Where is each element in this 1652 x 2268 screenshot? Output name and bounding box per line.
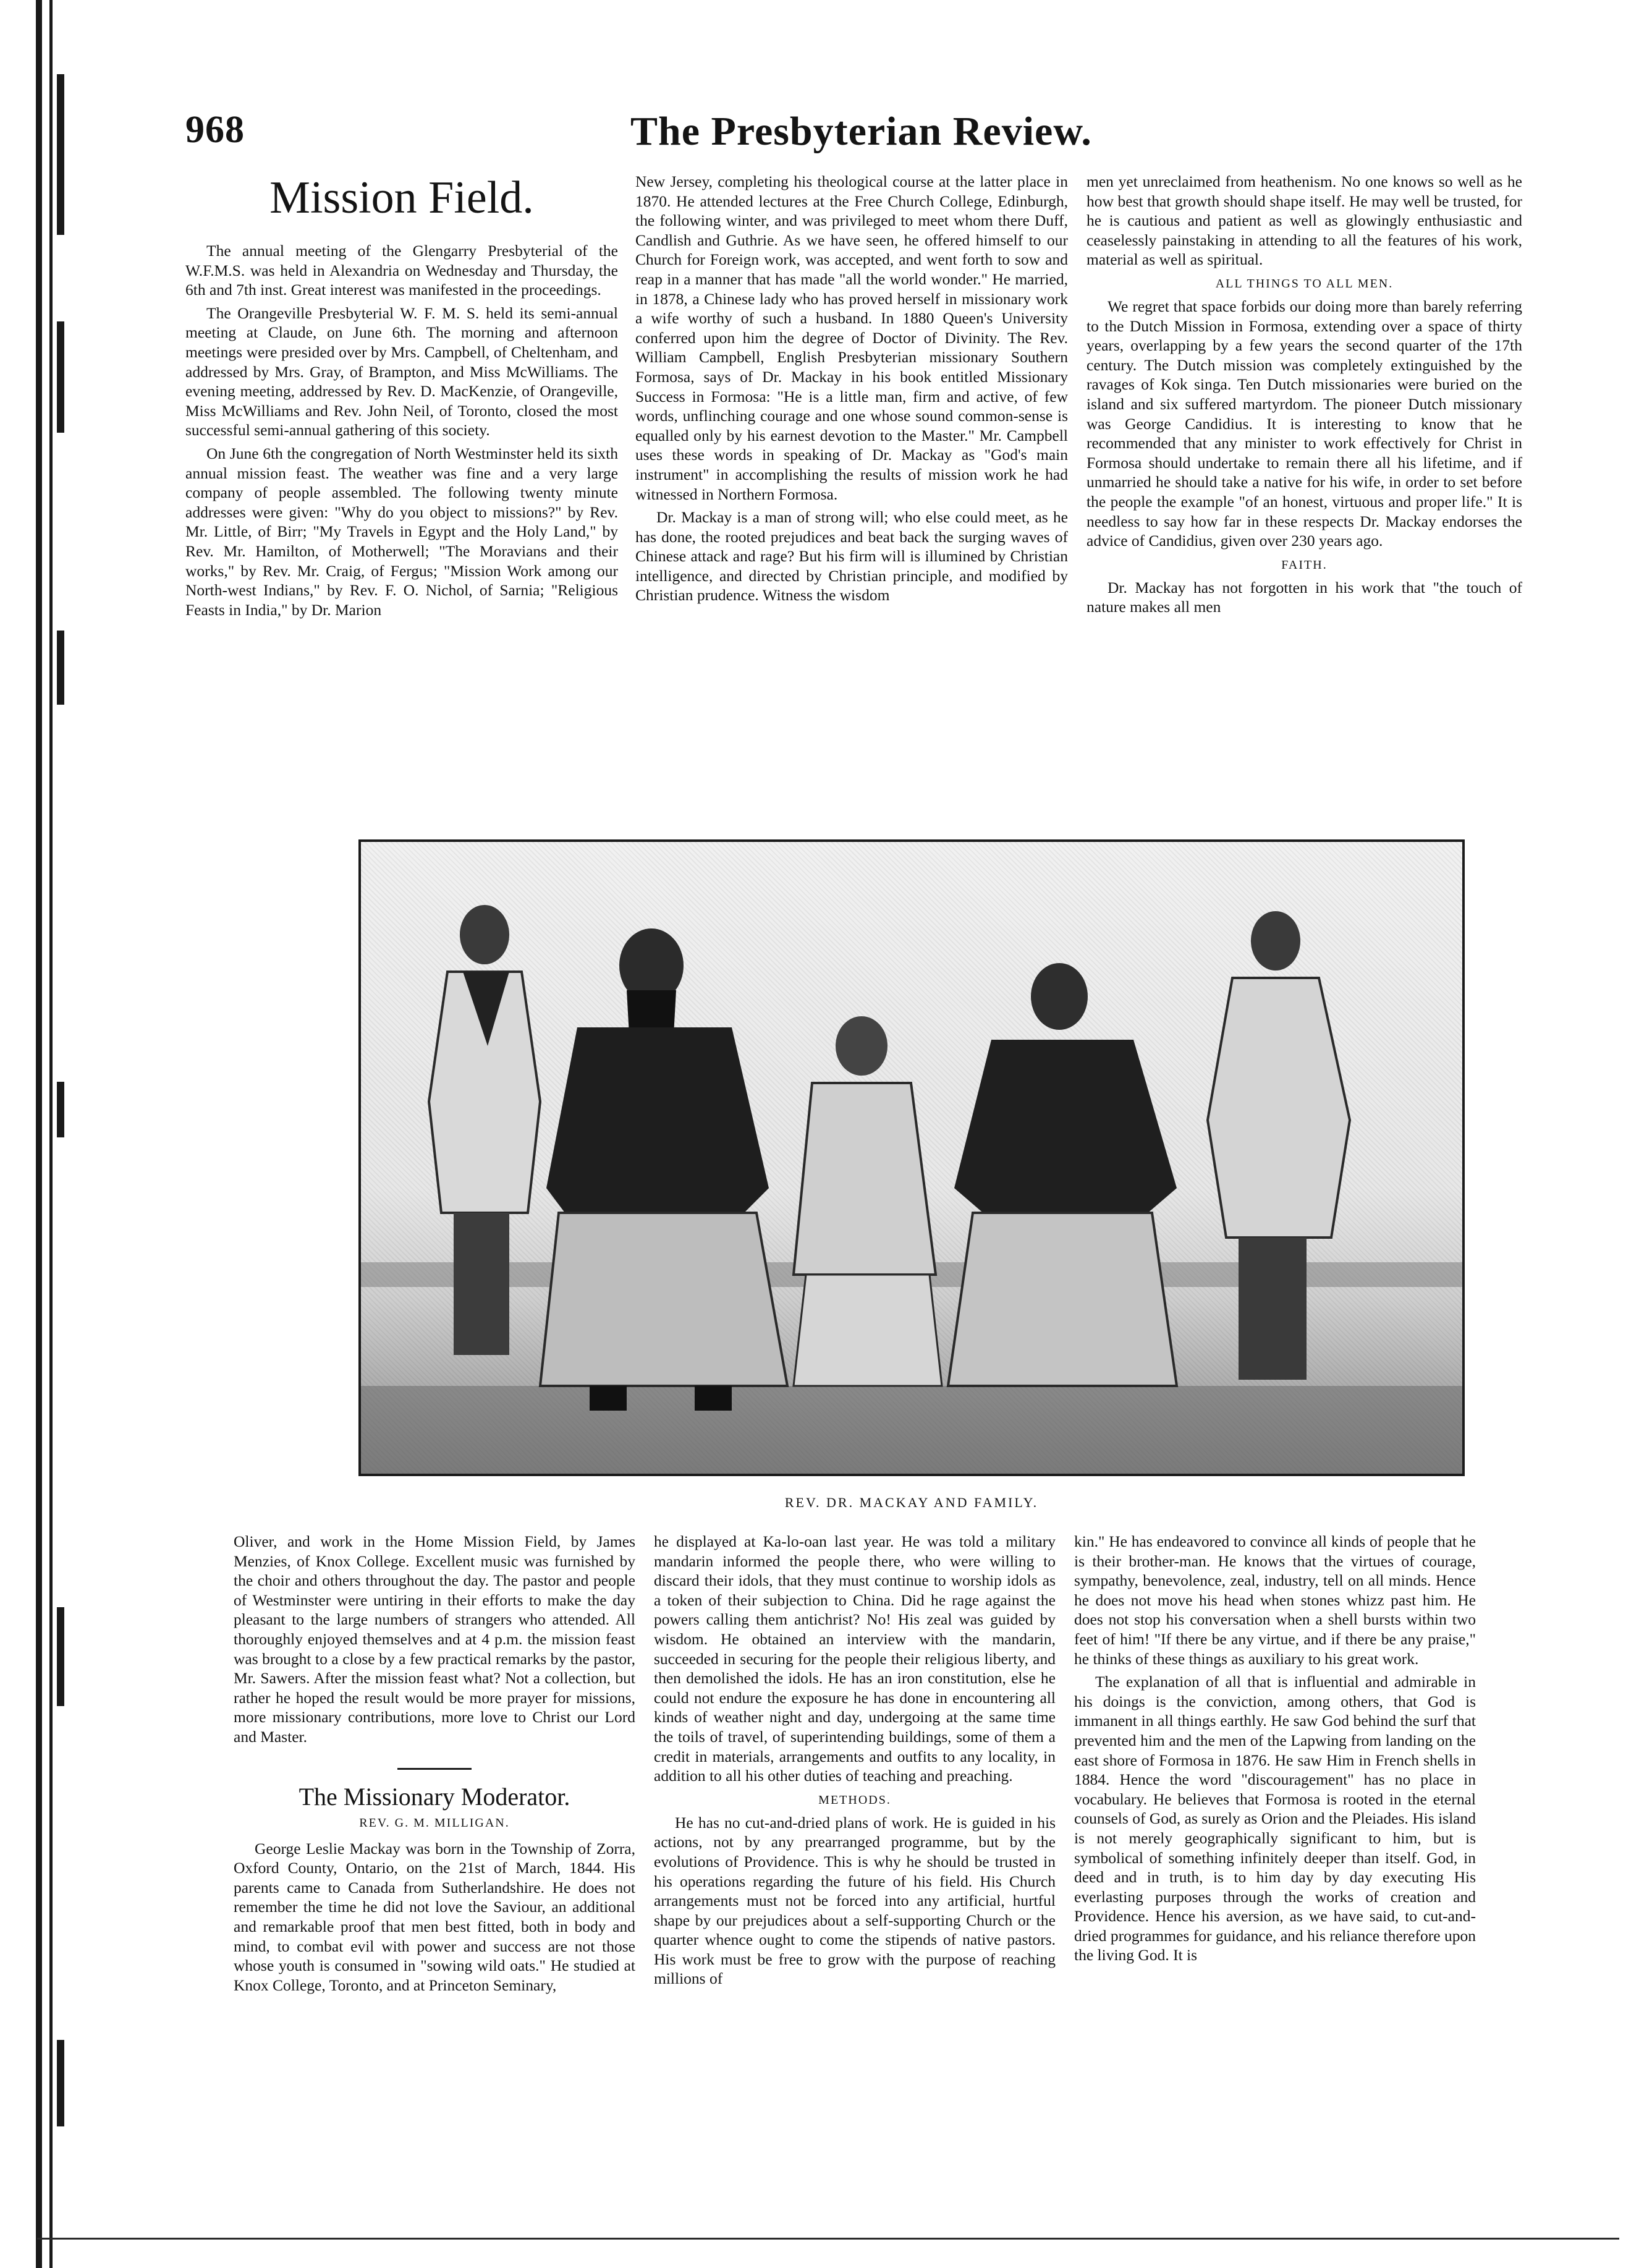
- binding-mark: [57, 74, 64, 235]
- column-5: [654, 1532, 1056, 1992]
- section-divider: [397, 1768, 472, 1770]
- column-3: [1087, 172, 1522, 621]
- paragraph: Dr. Mackay has not forgotten in his work that "the touch of nature makes all men: [1087, 578, 1522, 616]
- column-1: [185, 168, 618, 623]
- paragraph: He has no cut-and-dried plans of work. He is guided in his actions, not by any prearranged programme, but by the evolutions of Providence. This is why he should be trusted in his operations regarding the future of his field. His Church arrangements must not be forced into any artificial, hurtful shape by our prejudices about a self-supporting Church or the quarter whence ought to come the stipends of native pastors. His work must be free to grow with the purpose of reaching millions of: [654, 1813, 1056, 1988]
- photo-figure: [948, 963, 1177, 1386]
- photo-caption: REV. DR. MACKAY AND FAMILY.: [784, 1495, 1039, 1510]
- paragraph: he displayed at Ka-lo-oan last year. He was told a military mandarin informed the people there, who were willing to discard their idols, that they must continue to worship idols as a token of their subjection to China. Did he rage against the powers calling them antichrist? No! His zeal was guided by wisdom. He obtained an interview with the mandarin, succeeded in securing for the people their religious liberty, and then demolished the idols. He has an iron constitution, else he could not endure the exposure he has done in encountering all kinds of weather night and day, undergoing at the same time the toils of travel, of superintending buildings, some of them a credit in materials, arrangements and outfits to any locality, in addition to all his other duties of teaching and preaching.: [654, 1532, 1056, 1785]
- column-2: [635, 172, 1068, 609]
- paragraph: The Orangeville Presbyterial W. F. M. S. held its semi-annual meeting at Claude, on June 6th. The morning and afternoon meetings were presided over by Mrs. Campbell, of Cheltenham, and addressed by Mrs. Gray, of Brampton, and Miss McWilliams. The evening meeting, addressed by Rev. D. MacKenzie, of Orangeville, Miss McWilliams and Rev. John Neil, of Toronto, closed the most successful semi-annual gathering of this society.: [185, 304, 618, 440]
- photograph-figures: [361, 842, 1462, 1474]
- paragraph: On June 6th the congregation of North Westminster held its sixth annual mission feast. The weather was fine and a very large company of people assembled. The following twenty minute addresses were given: "Why do you object to missions?" by Rev. Mr. Little, of Birr; "My Travels in Egypt and the Holy Land," by Rev. Mr. Hamilton, of Motherwell; "The Moravians and their works," by Rev. Mr. Craig, of Fergus; "Mission Work among our North-west Indians," by Rev. F. O. Nichol, of Sarnia; "Religious Feasts in India," by Dr. Marion: [185, 444, 618, 619]
- paragraph: Dr. Mackay is a man of strong will; who else could meet, as he has done, the rooted prejudices and beat back the surging waves of Chinese attack and rage? But his firm will is illumined by Christian intelligence, and directed by Christian principle, and modified by Christian prudence. Witness the wisdom: [635, 508, 1068, 605]
- binding-edge: [36, 0, 42, 2268]
- section-heading: METHODS.: [818, 1793, 891, 1807]
- journal-title: The Presbyterian Review.: [630, 109, 1092, 154]
- binding-mark: [57, 2040, 64, 2126]
- paragraph: The annual meeting of the Glengarry Presbyterial of the W.F.M.S. was held in Alexandria on Wednesday and Thursday, the 6th and 7th inst. Great interest was manifested in the proceedings.: [185, 242, 618, 299]
- photo-figure: [794, 1016, 942, 1386]
- article-author: REV. G. M. MILLIGAN.: [359, 1816, 510, 1830]
- photo-figure: [429, 905, 540, 1355]
- running-head: [185, 108, 1539, 164]
- binding-edge-inner: [49, 0, 53, 2268]
- photo-figure: [1208, 911, 1350, 1380]
- binding-mark: [57, 321, 64, 433]
- binding-mark: [57, 1607, 64, 1706]
- section-heading: FAITH.: [1281, 558, 1328, 572]
- bottom-edge: [37, 2238, 1619, 2240]
- paragraph: George Leslie Mackay was born in the Township of Zorra, Oxford County, Ontario, on the 21st of March, 1844. His parents came to Canada from Sutherlandshire. He does not remember the time he did not love the Saviour, an additional and remarkable proof that men best fitted, both in body and mind, to combat evil with power and success are not those whose youth is consumed in "sowing wild oats." He studied at Knox College, Toronto, and at Princeton Seminary,: [234, 1839, 635, 1994]
- column-4: [234, 1532, 635, 1998]
- binding-mark: [57, 1082, 64, 1137]
- paragraph: We regret that space forbids our doing more than barely referring to the Dutch Mission in Formosa, extending over a space of thirty years, overlapping by a few years the second quarter of the 17th century. The Dutch mission was completely extinguished by the ravages of Kok singa. Ten Dutch missionaries were buried on the island and six suffered martyrdom. The pioneer Dutch missionary was George Candidius. It is interesting to know that he recommended that any minister to work effectively for Christ in Formosa should undertake to remain there all his lifetime, and if unmarried he should take a native for his wife, in order to set before the people the example "of an honest, virtuous and proper life." It is needless to say how far in these respects Dr. Mackay endorses the advice of Candidius, given over 230 years ago.: [1087, 297, 1522, 550]
- photo-figure: [540, 928, 787, 1411]
- paragraph: Oliver, and work in the Home Mission Field, by James Menzies, of Knox College. Excellent music was furnished by the choir and others throughout the day. The pastor and people of Westminster were untiring in their efforts to make the day pleasant to the large numbers of strangers who attended. All thoroughly enjoyed themselves and at 4 p.m. the mission feast was brought to a close by a few practical remarks by the pastor, Mr. Sawers. After the mission feast what? Not a collection, but rather he hoped the result would be more prayer for missions, more missionary contributions, more love to Christ our Lord and Master.: [234, 1532, 635, 1746]
- binding-mark: [57, 631, 64, 705]
- family-photograph: [358, 839, 1465, 1476]
- paragraph: kin." He has endeavored to convince all kinds of people that he is their brother-man. He knows that the virtues of courage, sympathy, benevolence, zeal, industry, tell on all minds. Hence he does not move his head when stones whizz past him. He does not stop his conversation when a shell bursts within two feet of him! "If there be any virtue, and if there be any praise," he thinks of these things as auxiliary to his great work.: [1074, 1532, 1476, 1668]
- article-title: The Missionary Moderator.: [299, 1782, 570, 1811]
- paragraph: men yet unreclaimed from heathenism. No one knows so well as he how best that growth should shape itself. He may well be trusted, for he is cautious and patient as well as glowingly enthusiastic and ceaselessly painstaking in attending to all the features of his work, material as well as spiritual.: [1087, 172, 1522, 269]
- section-title: Mission Field.: [269, 172, 534, 223]
- photo-ground: [361, 1386, 1462, 1474]
- paragraph: The explanation of all that is influential and admirable in his doings is the conviction, among others, that God is immanent in all things earthly. He saw God behind the surf that prevented him and the men of the Lapwing from landing on the east shore of Formosa in 1876. He saw Him in French shells in 1884. Hence the word "discouragement" has no place in vocabulary. He believes that Formosa is rooted in the eternal counsels of God, as surely as Orion and the Pleiades. His island is not merely geographically significant to him, but is symbolical of something infinitely deeper than itself. God, in deed and in truth, is to him day by day executing His everlasting purposes through the works of creation and Providence. Hence his aversion, as we have said, to cut-and-dried programmes for guidance, and his reliance therefore upon the living God. It is: [1074, 1673, 1476, 1964]
- paragraph: New Jersey, completing his theological course at the latter place in 1870. He attended lectures at the Free Church College, Edinburgh, the following winter, and was privileged to meet whom there Duff, Candlish and Guthrie. As we have seen, he offered himself to our Church for Foreign work, was accepted, and went forth to sow and reap in a manner that has made "all the world wonder." He married, in 1878, a Chinese lady who has proved herself in missionary work a wife worthy of such a husband. In 1880 Queen's University conferred upon him the degree of Doctor of Divinity. The Rev. William Campbell, English Presbyterian missionary Southern Formosa, says of Dr. Mackay in his book entitled Missionary Success in Formosa: "He is a little man, firm and active, of few words, unflinching courage and one whose sound common-sense is equalled only by his earnest devotion to the Master." Mr. Campbell uses these words in speaking of Dr. Mackay as "God's main instrument" in accomplishing the results of mission work he had witnessed in Northern Formosa.: [635, 172, 1068, 503]
- column-6: [1074, 1532, 1476, 1969]
- section-heading: ALL THINGS TO ALL MEN.: [1215, 276, 1394, 291]
- page-number: 968: [185, 109, 245, 151]
